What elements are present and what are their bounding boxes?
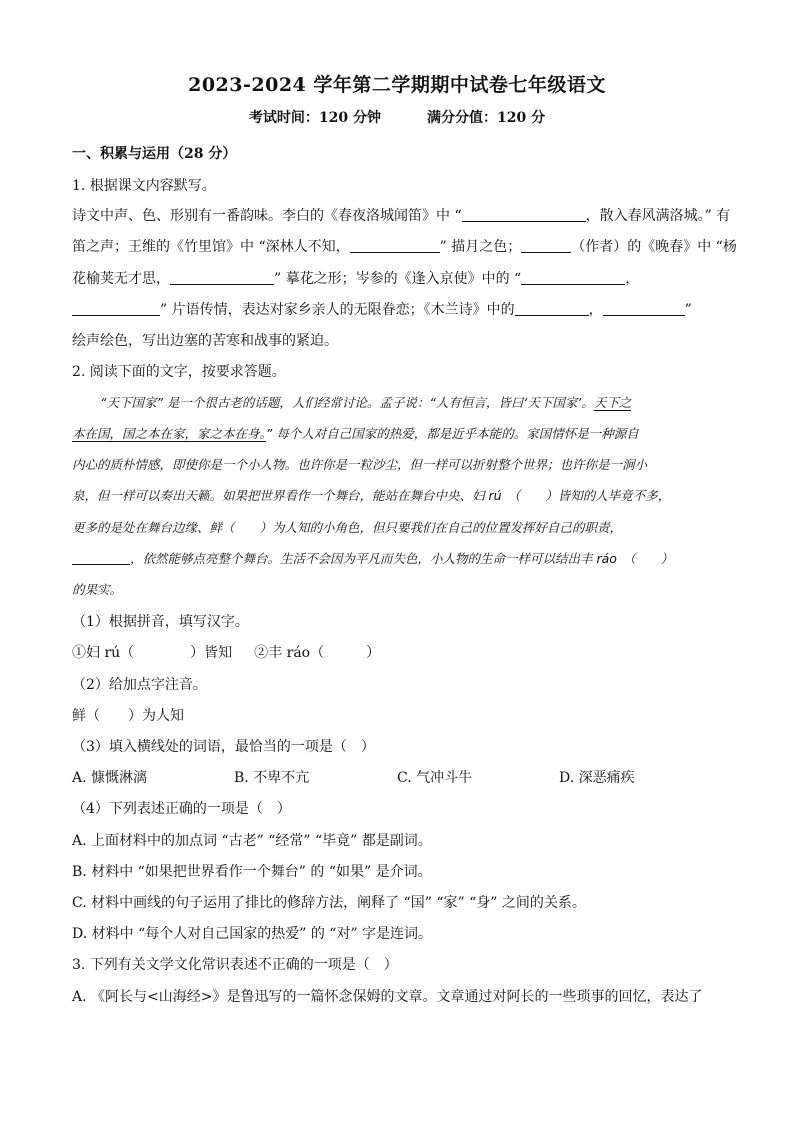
- passage-text: ，依然能够点亮整个舞台。生活不会因为平凡而失色，小人物的生命一样可以结出丰 ráo （ ）: [130, 551, 674, 566]
- q1-text: ” 片语传情，表达对家乡亲人的无限眷恋；《木兰诗》中的: [160, 302, 515, 318]
- passage-line-7: 的果实。: [72, 582, 123, 597]
- q1-stem: 1. 根据课文内容默写。: [72, 178, 216, 194]
- sub1-stem: （1）根据拼音，填写汉字。: [72, 614, 249, 630]
- fill-blank[interactable]: [72, 301, 160, 316]
- exam-score: 满分分值：120 分: [427, 110, 546, 126]
- underlined-sentence: 天下之: [593, 395, 632, 410]
- option-c[interactable]: C. 材料中画线的句子运用了排比的修辞方法，阐释了 “国” “家” “身” 之间的关系。: [72, 895, 586, 911]
- fill-blank[interactable]: [515, 301, 589, 316]
- passage-line-3: 内心的质朴情感，即使你是一个小人物。也许你是一粒沙尘，但一样可以折射整个世界；也许你是一涧小: [72, 457, 648, 472]
- passage-line-2: [72, 424, 722, 442]
- q1-text: ，散入春风满洛城。” 有: [585, 208, 731, 224]
- sub2-stem: （2）给加点字注音。: [72, 677, 207, 693]
- q1-text: ” 描月之色；: [439, 239, 522, 255]
- passage-line-6: [72, 549, 722, 567]
- passage-text: ” 每个人对自己国家的热爱，都是近乎本能的。家国情怀是一种源自: [265, 426, 639, 441]
- sub1-item: ②丰 ráo（ ）: [254, 645, 381, 661]
- q1-text: 诗文中声、色、形别有一番韵味。李白的《春夜洛城闻笛》中 “: [72, 208, 462, 224]
- option-d[interactable]: D. 深恶痛疾: [559, 770, 635, 786]
- passage-text: “天下国家” 是一个很古老的话题，人们经常讨论。孟子说：“人有恒言，皆曰‘天下国家’。: [100, 395, 594, 410]
- q1-line-1: [72, 205, 731, 225]
- option-b[interactable]: B. 材料中 “如果把世界看作一个舞台” 的 “如果” 是介词。: [72, 864, 432, 880]
- sub1-item: ①妇 rú（ ）皆知: [72, 645, 233, 661]
- exam-meta: [0, 107, 794, 127]
- q1-text: ” 摹花之形；岑参的《逢入京使》中的 “: [274, 271, 522, 287]
- section-heading: 一、积累与运用（28 分）: [72, 146, 237, 162]
- q1-text: 笛之声；王维的《竹里馆》中 “深林人不知，: [72, 239, 350, 255]
- q1-line-3: [72, 268, 722, 288]
- option-a[interactable]: A. 上面材料中的加点词 “古老” “经常” “毕竟” 都是副词。: [72, 833, 432, 849]
- exam-time: 考试时间：120 分钟: [248, 110, 381, 126]
- q1-line-5: 绘声绘色，写出边塞的苦寒和战事的紧迫。: [72, 333, 338, 349]
- fill-blank[interactable]: [521, 270, 625, 285]
- underlined-sentence: 本在国，国之本在家，家之本在身。: [72, 426, 266, 441]
- q1-text: ”: [684, 302, 692, 318]
- sub4-stem: （4）下列表述正确的一项是（ ）: [72, 801, 291, 817]
- sub3-stem: （3）填入横线处的词语，最恰当的一项是（ ）: [72, 739, 375, 755]
- option-a[interactable]: A. 慷慨淋漓: [72, 770, 148, 786]
- q1-text: ，: [625, 271, 640, 287]
- q3-stem: 3. 下列有关文学文化常识表述不正确的一项是（ ）: [72, 957, 398, 973]
- passage-line-4: 泉，但一样可以奏出天籁。如果把世界看作一个舞台，能站在舞台中央、妇 rú （ ）皆知的人毕竟不多，: [72, 488, 671, 503]
- passage-line-5: 更多的是处在舞台边缘、鲜（ ）为人知的小角色，但只要我们在自己的位置发挥好自己的职责，: [72, 520, 623, 535]
- option-a[interactable]: A. 《阿长与<山海经>》是鲁迅写的一篇怀念保姆的文章。文章通过对阿长的一些琐事的回忆，表达了: [72, 989, 703, 1005]
- fill-blank[interactable]: [170, 270, 274, 285]
- fill-blank[interactable]: [521, 238, 571, 253]
- q1-line-2: [72, 236, 737, 256]
- exam-title: 2023-2024 学年第二学期期中试卷七年级语文: [188, 74, 606, 96]
- q1-text: （作者）的《晚春》中 “杨: [571, 239, 737, 255]
- sub1-items: [72, 642, 722, 662]
- passage-line-1: [100, 393, 722, 411]
- q1-text: 花榆荚无才思，: [72, 271, 170, 287]
- sub2-item: 鲜（ ）为人知: [72, 708, 184, 724]
- q1-text: ，: [588, 302, 603, 318]
- option-b[interactable]: B. 不卑不亢: [234, 770, 310, 786]
- fill-blank[interactable]: [350, 238, 440, 253]
- fill-blank[interactable]: [462, 207, 586, 222]
- fill-blank[interactable]: [603, 301, 685, 316]
- option-d[interactable]: D. 材料中 “每个人对自己国家的热爱” 的 “对” 字是连词。: [72, 926, 433, 942]
- option-c[interactable]: C. 气冲斗牛: [397, 770, 473, 786]
- fill-blank[interactable]: [72, 550, 130, 565]
- q1-line-4: [72, 299, 722, 319]
- q2-stem: 2. 阅读下面的文字，按要求答题。: [72, 364, 286, 380]
